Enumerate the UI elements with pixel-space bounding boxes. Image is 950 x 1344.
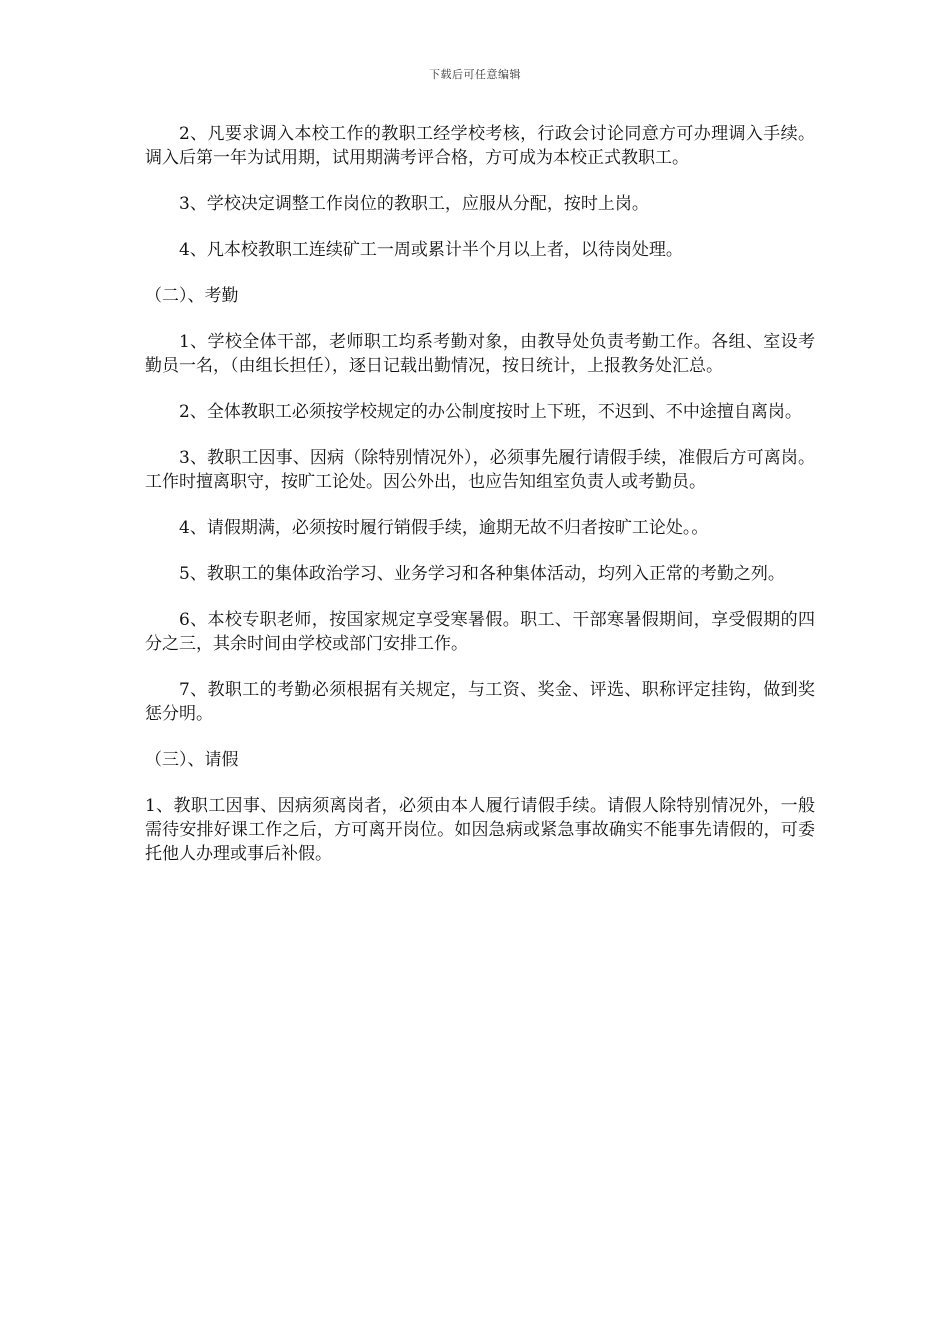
paragraph-vacation: 6、本校专职老师，按国家规定享受寒暑假。职工、干部寒暑假期间，享受假期的四分之三，其余时间由学校或部门安排工作。 (145, 610, 815, 654)
paragraph-rewards: 7、教职工的考勤必须根据有关规定，与工资、奖金、评选、职称评定挂钩，做到奖惩分明。 (145, 680, 815, 724)
paragraph-transfer-in: 2、凡要求调入本校工作的教职工经学校考核，行政会讨论同意方可办理调入手续。调入后第一年为试用期，试用期满考评合格，方可成为本校正式教职工。 (145, 124, 815, 168)
section-heading-leave: （三）、请假 (145, 750, 239, 770)
paragraph-attendance-scope: 1、学校全体干部，老师职工均系考勤对象，由教导处负责考勤工作。各组、室设考勤员一名，（由组长担任），逐日记载出勤情况，按日统计，上报教务处汇总。 (145, 332, 815, 376)
page-header: 下载后可任意编辑 (429, 68, 521, 81)
paragraph-collective-activities: 5、教职工的集体政治学习、业务学习和各种集体活动，均列入正常的考勤之列。 (179, 564, 785, 584)
paragraph-absenteeism: 4、凡本校教职工连续矿工一周或累计半个月以上者，以待岗处理。 (179, 240, 683, 260)
document-body (145, 122, 815, 888)
paragraph-leave-procedure: 3、教职工因事、因病（除特别情况外），必须事先履行请假手续，准假后方可离岗。工作时擅离职守，按旷工论处。因公外出，也应告知组室负责人或考勤员。 (145, 448, 815, 492)
paragraph-job-adjustment: 3、学校决定调整工作岗位的教职工，应服从分配，按时上岗。 (179, 194, 649, 214)
paragraph-office-hours: 2、全体教职工必须按学校规定的办公制度按时上下班，不迟到、不中途擅自离岗。 (179, 402, 802, 422)
paragraph-leave-expiry: 4、请假期满，必须按时履行销假手续，逾期无故不归者按旷工论处。。 (179, 518, 709, 538)
section-heading-attendance: （二）、考勤 (145, 286, 239, 306)
paragraph-leave-request: 1、教职工因事、因病须离岗者，必须由本人履行请假手续。请假人除特别情况外，一般需待安排好课工作之后，方可离开岗位。如因急病或紧急事故确实不能事先请假的，可委托他人办理或事后补假。 (145, 796, 815, 864)
